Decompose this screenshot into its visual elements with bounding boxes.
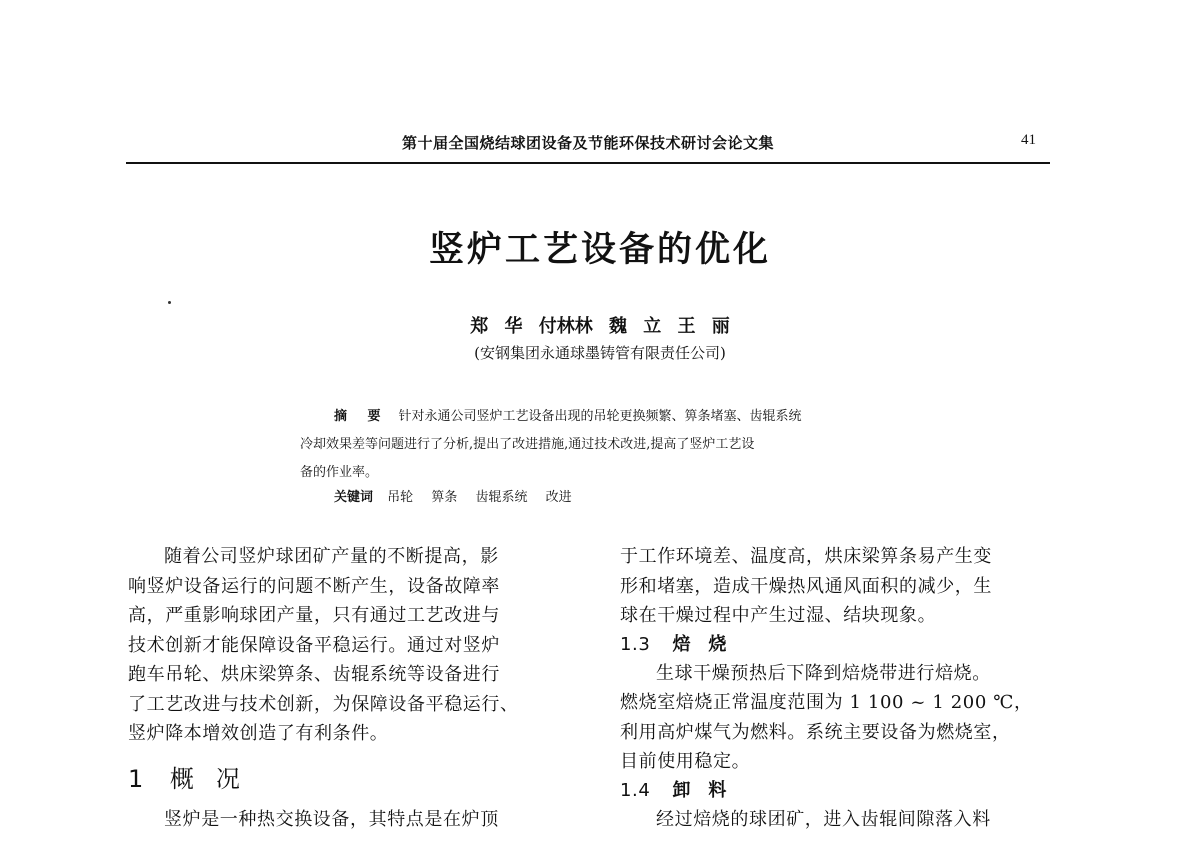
left-column: [128, 542, 580, 834]
text-line: 目前使用稳定。: [620, 751, 751, 772]
text-line: 跑车吊轮、烘床梁箅条、齿辊系统等设备进行: [128, 664, 500, 685]
scan-speck: [168, 301, 171, 304]
abstract-line-1: [300, 403, 898, 431]
subsection-heading-1-4: [620, 777, 1072, 805]
text-line: 球在干燥过程中产生过湿、结块现象。: [620, 605, 937, 626]
section-heading-1: [128, 759, 580, 799]
keyword: 箅条: [431, 490, 458, 505]
text-line: 响竖炉设备运行的问题不断产生，设备故障率: [128, 575, 500, 597]
intro-paragraph: [128, 542, 580, 572]
running-header: [126, 126, 1050, 164]
keyword: 齿辊系统: [475, 490, 528, 505]
text-line: 了工艺改进与技术创新，为保障设备平稳运行、: [128, 693, 519, 715]
abstract: [300, 403, 898, 487]
keywords: [334, 486, 586, 505]
roasting-paragraph: [620, 659, 1072, 689]
section1-paragraph: [128, 805, 580, 835]
text-line: 技术创新才能保障设备平稳运行。通过对竖炉: [128, 634, 500, 656]
abstract-label: 摘 要: [334, 409, 389, 424]
text-line: 竖炉是一种热交换设备，其特点是在炉顶: [164, 808, 499, 830]
abstract-line-2: 冷却效果差等问题进行了分析,提出了改进措施,通过技术改进,提高了竖炉工艺设: [300, 437, 755, 452]
section-title: 概况: [169, 764, 262, 793]
paper-title: 竖炉工艺设备的优化: [428, 230, 771, 270]
journal-title: 第十届全国烧结球团设备及节能环保技术研讨会论文集: [401, 134, 774, 152]
text-line: 燃烧室焙烧正常温度范围为 1 100 ~ 1 200 ℃，: [620, 692, 1033, 713]
subsection-title: 焙烧: [672, 633, 745, 655]
text-line: 随着公司竖炉球团矿产量的不断提高，影: [164, 546, 499, 567]
page-number: 41: [1021, 132, 1036, 148]
text-line: 生球干燥预热后下降到焙烧带进行焙烧。: [656, 662, 991, 684]
text-line: 高，严重影响球团产量，只有通过工艺改进与: [128, 605, 500, 626]
text-line: 经过焙烧的球团矿，进入齿辊间隙落入料: [656, 808, 991, 830]
authors: 郑 华 付林林 魏 立 王 丽: [470, 316, 730, 337]
abstract-text-1: 针对永通公司竖炉工艺设备出现的吊轮更换频繁、箅条堵塞、齿辊系统: [398, 409, 802, 424]
keyword: 吊轮: [387, 490, 414, 505]
section-number: 1: [128, 764, 144, 793]
abstract-line-3: 备的作业率。: [300, 465, 379, 480]
text-line: 竖炉降本增效创造了有利条件。: [128, 723, 389, 744]
keywords-label: 关键词: [334, 490, 374, 505]
right-column: [620, 542, 1072, 834]
text-line: 形和堵塞，造成干燥热风通风面积的减少，生: [620, 575, 992, 597]
subsection-heading-1-3: [620, 631, 1072, 659]
subsection-number: 1.3: [620, 633, 651, 655]
subsection-title: 卸料: [672, 779, 745, 801]
text-line: 利用高炉煤气为燃料。系统主要设备为燃烧室，: [620, 721, 1011, 743]
subsection-number: 1.4: [620, 779, 651, 801]
keyword: 改进: [545, 490, 572, 505]
text-line: 于工作环境差、温度高，烘床梁箅条易产生变: [620, 546, 992, 567]
unloading-paragraph: [620, 805, 1072, 835]
affiliation: (安钢集团永通球墨铸管有限责任公司): [474, 344, 726, 362]
